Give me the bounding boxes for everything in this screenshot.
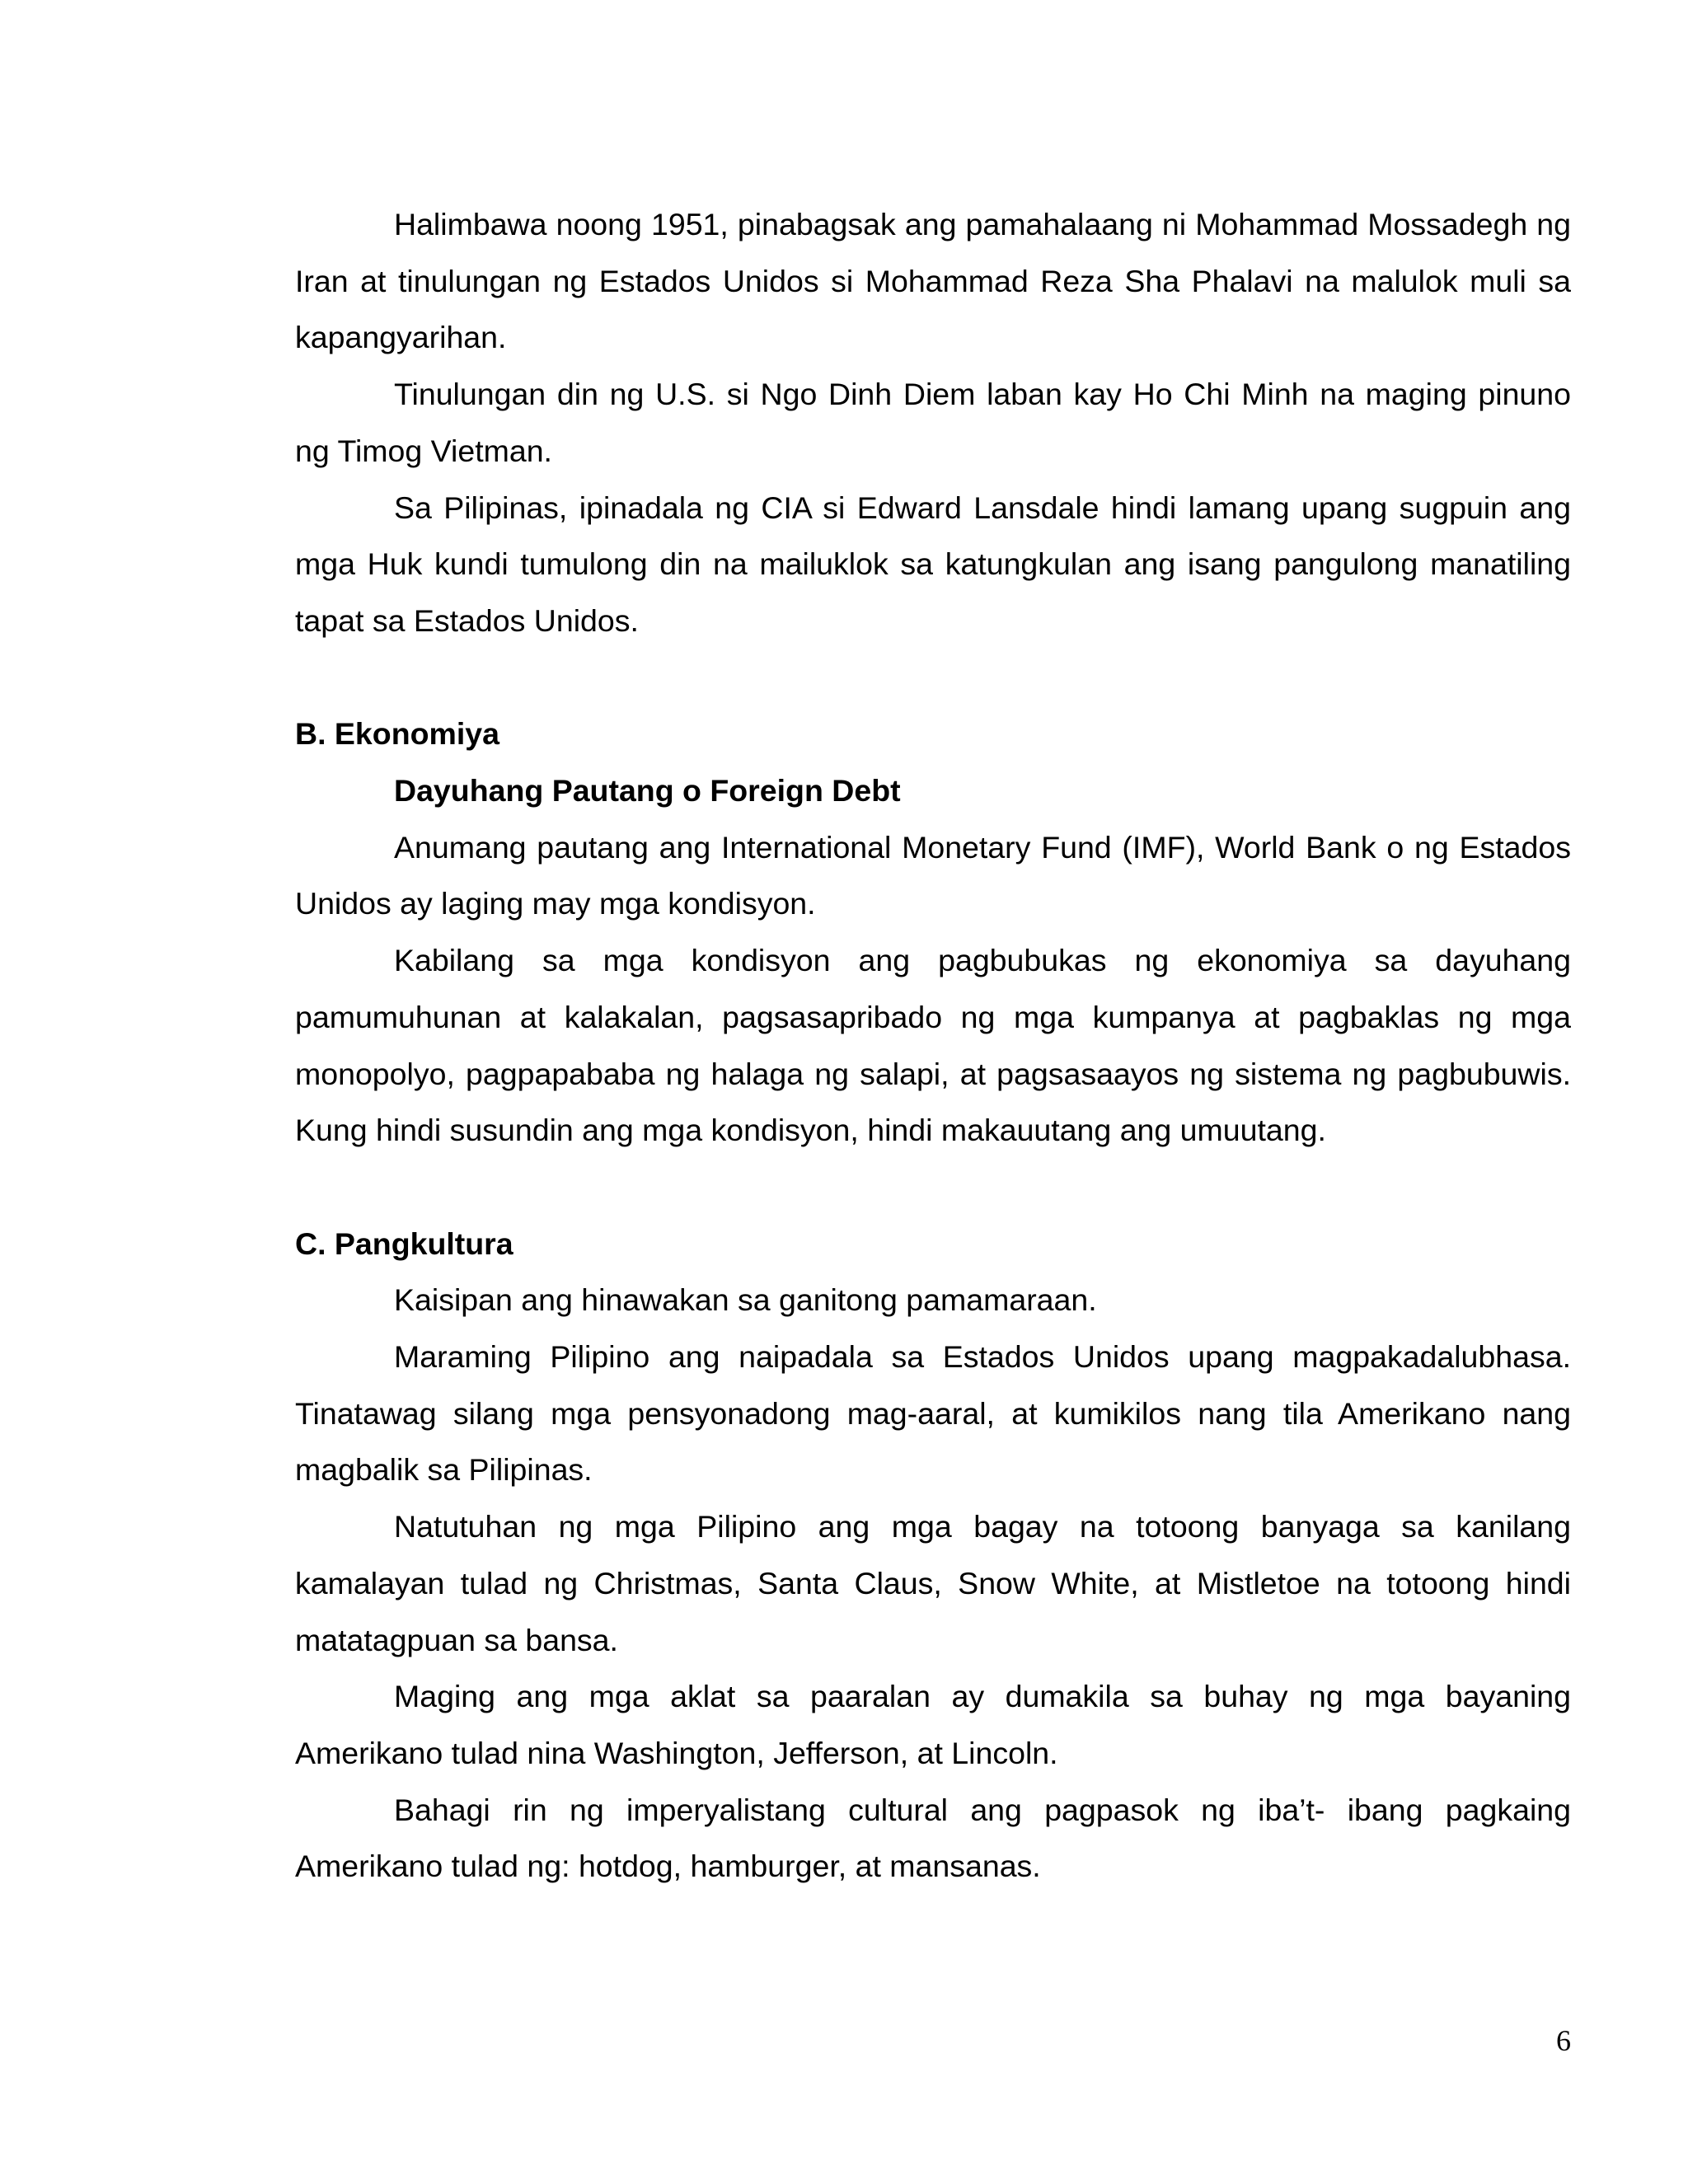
paragraph-vietnam: Tinulungan din ng U.S. si Ngo Dinh Diem laban kay Ho Chi Minh na maging pinuno ng Timog Vietman.	[295, 377, 1571, 468]
paragraph-kondisyon: Kabilang sa mga kondisyon ang pagbubukas ng ekonomiya sa dayuhang pamumuhunan at kalakalan, pagsasapribado ng mga kumpanya at pagbaklas ng mga monopolyo, pagpapababa ng halaga ng salapi, at pagsasaayos ng sistema ng pagbubuwis. Kung hindi susundin ang mga kondisyon, hindi makauutang ang umuutang.	[295, 943, 1571, 1148]
paragraph-aklat: Maging ang mga aklat sa paaralan ay dumakila sa buhay ng mga bayaning Amerikano tulad nina Washington, Jefferson, at Lincoln.	[295, 1679, 1571, 1770]
paragraph-iran: Halimbawa noong 1951, pinabagsak ang pamahalaang ni Mohammad Mossadegh ng Iran at tinulungan ng Estados Unidos si Mohammad Reza Sha Phalavi na malulok muli sa kapangyarihan.	[295, 207, 1571, 355]
page-body	[295, 196, 1571, 1895]
section-heading-pangkultura: C. Pangkultura	[295, 1226, 513, 1261]
paragraph-banyaga: Natutuhan ng mga Pilipino ang mga bagay na totoong banyaga sa kanilang kamalayan tulad ng Christmas, Santa Claus, Snow White, at Mistletoe na totoong hindi matatagpuan sa bansa.	[295, 1509, 1571, 1657]
section-gap	[295, 1159, 1571, 1216]
paragraph-kaisipan: Kaisipan ang hinawakan sa ganitong pamamaraan.	[394, 1282, 1097, 1318]
subheading-foreign-debt: Dayuhang Pautang o Foreign Debt	[394, 773, 901, 808]
section-gap	[295, 649, 1571, 706]
paragraph-pagkain: Bahagi rin ng imperyalistang cultural ang pagpasok ng iba’t- ibang pagkaing Amerikano tulad ng: hotdog, hamburger, at mansanas.	[295, 1792, 1571, 1884]
section-heading-ekonomiya: B. Ekonomiya	[295, 716, 499, 752]
paragraph-pilipinas-cia: Sa Pilipinas, ipinadala ng CIA si Edward Lansdale hindi lamang upang sugpuin ang mga Huk kundi tumulong din na mailuklok sa katungkulan ang isang pangulong manatiling tapat sa Estados Unidos.	[295, 490, 1571, 638]
page-number: 6	[1556, 2024, 1571, 2057]
paragraph-pensyonado: Maraming Pilipino ang naipadala sa Estados Unidos upang magpakadalubhasa. Tinatawag silang mga pensyonadong mag-aaral, at kumikilos nang tila Amerikano nang magbalik sa Pilipinas.	[295, 1339, 1571, 1488]
paragraph-pautang: Anumang pautang ang International Monetary Fund (IMF), World Bank o ng Estados Unidos ay laging may mga kondisyon.	[295, 829, 1571, 921]
